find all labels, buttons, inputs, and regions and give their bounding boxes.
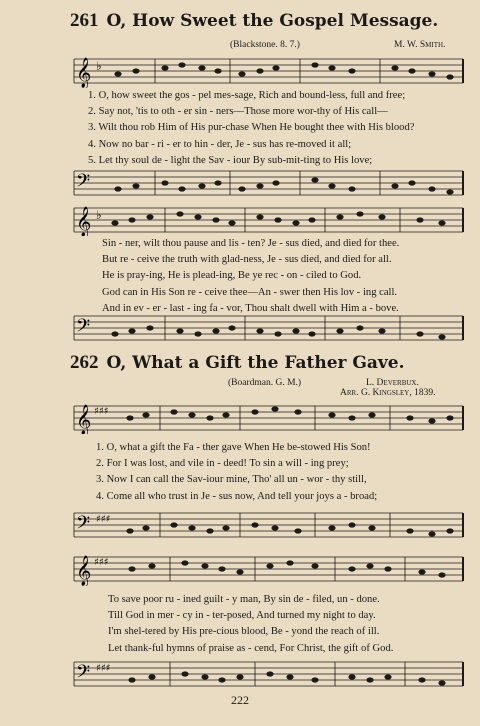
svg-text:♯♯♯: ♯♯♯ — [96, 514, 111, 525]
music-staff-notation — [70, 552, 465, 586]
verse-line: 1. O, how sweet the gos - pel mes-sage, Rich and bound-less, full and free; — [88, 90, 406, 101]
svg-text:𝄞: 𝄞 — [76, 405, 92, 434]
verse-line: But re - ceive the truth with glad-ness, Je - sus died, and died for all. — [102, 254, 392, 266]
music-staff-notation — [70, 54, 465, 88]
svg-text:♯♯♯: ♯♯♯ — [94, 557, 109, 568]
hymn-262-treble-staff-2 — [70, 552, 465, 586]
svg-text:♯♯♯: ♯♯♯ — [96, 663, 111, 674]
verse-line: 1. O, what a gift the Fa - ther gave When He be-stowed His Son! — [96, 442, 371, 453]
verse-line: And in ev - er - last - ing fa - vor, Thou shalt dwell with Him a - bove. — [102, 302, 399, 314]
verse-line: 5. Let thy soul de - light the Sav - iour By sub-mit-ting to His love; — [88, 154, 373, 166]
hymn-262-title-text: O, What a Gift the Father Gave. — [106, 353, 405, 373]
hymn-261-composer: M. W. Smith. — [394, 40, 446, 50]
verse-line: He is pray-ing, He is plead-ing, Be ye rec - on - ciled to God. — [102, 270, 362, 282]
svg-text:𝄞: 𝄞 — [76, 58, 92, 88]
hymn-262-tune-meter: (Boardman. G. M.) — [228, 378, 302, 388]
svg-text:♭: ♭ — [96, 208, 102, 222]
verse-line: To save poor ru - ined guilt - y man, By sin de - filed, un - done. — [108, 594, 380, 605]
hymn-261-tune-meter: (Blackstone. 8. 7.) — [230, 40, 300, 50]
hymn-261-treble-staff-2 — [70, 204, 465, 236]
hymn-262-bass-staff-1 — [70, 508, 465, 542]
music-staff-notation — [70, 166, 465, 200]
verse-line: 3. Wilt thou rob Him of His pur-chase When He bought thee with His blood? — [88, 122, 415, 134]
svg-text:𝄞: 𝄞 — [76, 207, 92, 236]
music-staff-notation — [70, 402, 465, 434]
hymn-261-bass-staff-2 — [70, 312, 465, 344]
svg-text:𝄞: 𝄞 — [76, 556, 92, 586]
hymn-261-title — [70, 10, 470, 32]
hymn-261-number: 261 — [70, 10, 99, 31]
music-staff-notation — [70, 312, 465, 344]
svg-text:𝄢: 𝄢 — [76, 171, 91, 196]
hymn-261-verses-part1 — [88, 88, 458, 169]
verse-line: Till God in mer - cy in - ter-posed, And turned my night to day. — [108, 610, 376, 622]
hymn-261-bass-staff-1 — [70, 166, 465, 200]
hymn-261-title-text: O, How Sweet the Gospel Message. — [106, 11, 439, 31]
hymn-262-verses-part1 — [96, 440, 466, 505]
verse-line: Sin - ner, wilt thou pause and lis - ten? Je - sus died, and died for thee. — [102, 238, 400, 249]
verse-line: Let thank-ful hymns of praise as - cend, For Christ, the gift of God. — [108, 642, 394, 654]
music-staff-notation — [70, 204, 465, 236]
verse-line: God can in His Son re - ceive thee—An - swer then His lov - ing call. — [102, 286, 398, 298]
svg-text:♯♯♯: ♯♯♯ — [94, 406, 109, 417]
verse-line: 2. For I was lost, and vile in - deed! To sin a will - ing prey; — [96, 458, 349, 470]
page-number: 222 — [231, 693, 249, 707]
verse-line: 4. Come all who trust in Je - sus now, And tell your joys a - broad; — [96, 490, 378, 502]
verse-line: I'm shel-tered by His pre-cious blood, Be - yond the reach of ill. — [108, 626, 380, 638]
hymn-262-number: 262 — [70, 352, 99, 373]
hymn-262-arranger: Arr. G. Kingsley, 1839. — [340, 388, 436, 398]
hymn-262-verses-part2 — [108, 592, 478, 657]
hymn-261-verses-part2 — [102, 236, 472, 317]
verse-line: 3. Now I can call the Sav-iour mine, Tho' all un - wor - thy still, — [96, 474, 367, 486]
svg-text:𝄢: 𝄢 — [76, 316, 91, 341]
hymn-262-treble-staff-1 — [70, 402, 465, 434]
music-staff-notation — [70, 508, 465, 542]
music-staff-notation — [70, 658, 465, 690]
hymn-262-bass-staff-2 — [70, 658, 465, 690]
hymn-262-author: L. Deverbux. — [366, 378, 419, 388]
svg-text:𝄢: 𝄢 — [76, 662, 91, 687]
verse-line: 2. Say not, 'tis to oth - er sin - ners—Those more wor-thy of His call— — [88, 106, 388, 118]
hymn-262-title — [70, 352, 470, 374]
svg-text:♭: ♭ — [96, 59, 102, 73]
svg-text:𝄢: 𝄢 — [76, 513, 91, 538]
hymn-261-treble-staff-1 — [70, 54, 465, 88]
verse-line: 4. Now no bar - ri - er to hin - der, Je - sus has re-moved it all; — [88, 138, 352, 150]
